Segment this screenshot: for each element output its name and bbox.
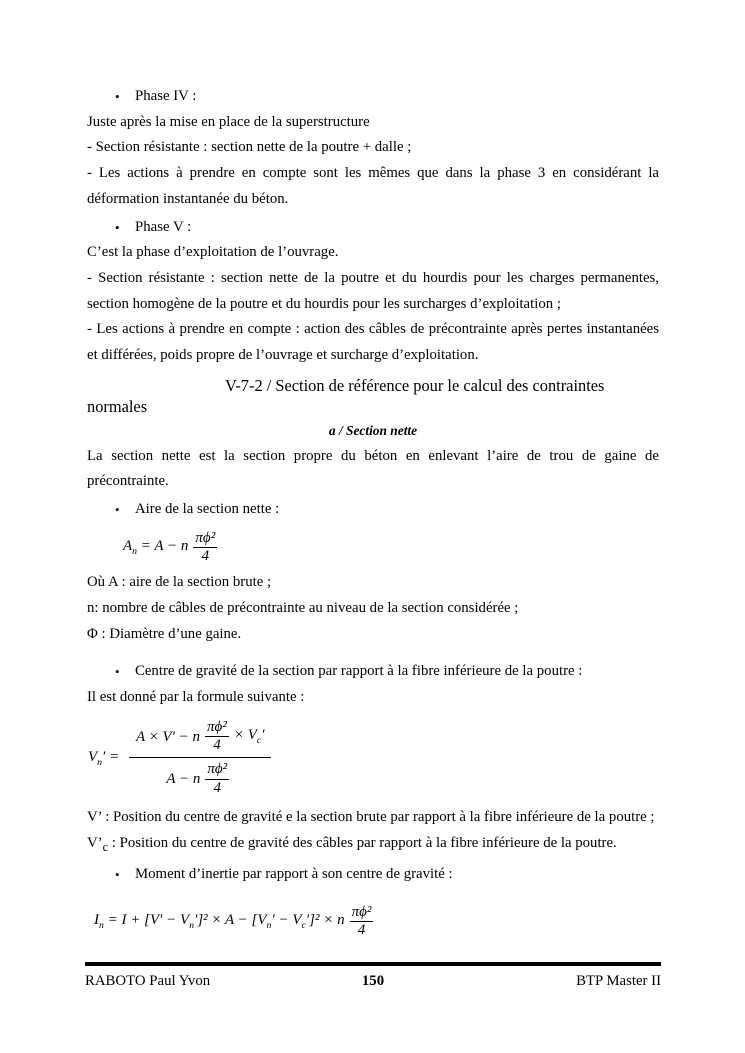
bullet-centre-gravite-label: Centre de gravité de la section par rapport à la fibre inférieure de la poutre : [135,663,583,680]
bullet-moment-inertie-label: Moment d’inertie par rapport à son centre de gravité : [135,866,453,883]
paragraph-section-nette-definition: La section nette est la section propre du béton en enlevant l’aire de trou de gaine de précontrainte. [87,447,659,490]
formula-in-body: $I_n = I + [V' - V_n']^2 \times A - [V_n' - V_c']^2 \times n$ [94,912,345,932]
paragraph-def-vprime-c: $V’_c$ : Position du centre de gravité des câbles par rapport à la fibre inférieure de la poutre. [87,834,617,854]
bullet-icon: • [115,219,120,235]
formula-moment-inertie [94,904,659,940]
formula-vn-lhs: $V_n'$ = [88,748,123,768]
paragraph-actions-phase4: - Les actions à prendre en compte sont les mêmes que dans la phase 3 en considérant la déformation instantanée du béton. [87,165,659,207]
bullet-phase-4 [115,84,659,110]
bullet-aire-label: Aire de la section nette : [135,501,280,518]
fraction: $\frac{\text{πϕ²}}{4}$ [207,761,228,796]
fraction-denominator: 4 [201,548,210,565]
paragraph-def-phi: Φ : Diamètre d’une gaine. [87,625,242,642]
paragraph-actions-phase5: - Les actions à prendre en compte : action des câbles de précontrainte après pertes instantanées et différées, poids propre de l’ouvrage et surcharge d’exploitation. [87,321,659,364]
big-fraction-denominator: A − n $\frac{\text{πϕ²}}{4}$ [166,761,228,796]
big-fraction [129,719,272,797]
bullet-centre-gravite [115,659,659,685]
bullet-icon: • [115,89,120,104]
fraction-numerator: πϕ² [193,530,217,548]
subsection-heading: a / Section nette [328,422,418,438]
bullet-phase-5-label: Phase V : [135,218,192,235]
bullet-phase-4-label: Phase IV : [135,88,197,104]
paragraph-def-n: n: nombre de câbles de précontrainte au niveau de la section considérée ; [87,600,519,617]
bullet-aire-section-nette [115,497,659,523]
section-heading-line1: V-7-2 / Section de référence pour le calcul des contraintes [225,375,605,395]
document-content [87,84,659,939]
section-heading-line2: normales [87,397,148,417]
paragraph-section-resistante-phase5: - Section résistante : section nette de la poutre et du hourdis pour les charges permanentes, section homogène de la poutre et du hourdis pour les surcharges d’exploitation ; [87,269,659,312]
paragraph-section-resistante-phase4: - Section résistante : section nette de la poutre + dalle ; [87,139,412,156]
bullet-icon: • [115,664,120,680]
formula-aire-section-nette [123,530,659,566]
paragraph-exploitation: C’est la phase d’exploitation de l’ouvrage. [87,244,339,261]
fraction: $\frac{\text{πϕ²}}{4}$ [207,718,227,754]
big-fraction-numerator: A × V′ − n $\frac{\text{πϕ²}}{4}$ × $V_c'$ [129,719,272,759]
bullet-phase-5 [115,215,659,241]
bullet-icon: • [115,867,120,883]
paragraph-formule-suivante: Il est donné par la formule suivante : [87,689,305,706]
paragraph-superstructure: Juste après la mise en place de la superstructure [87,113,370,130]
bullet-icon: • [115,502,120,518]
formula-centre-gravite [88,719,659,797]
page-number: 150 [361,973,385,989]
paragraph-def-vprime: V’ : Position du centre de gravité e la section brute par rapport à la fibre inférieure de la poutre ; [87,808,655,825]
page-footer [85,962,661,992]
formula-an-lhs: $A_n = A - n$ [123,538,189,558]
footer-program: BTP Master II [576,973,662,989]
fraction [193,530,217,566]
fraction: $\frac{\text{πϕ²}}{4}$ [351,903,372,939]
section-heading [87,375,659,418]
footer-author: RABOTO Paul Yvon [85,973,211,989]
paragraph-def-A: Où A : aire de la section brute ; [87,574,272,591]
bullet-moment-inertie [115,862,659,888]
